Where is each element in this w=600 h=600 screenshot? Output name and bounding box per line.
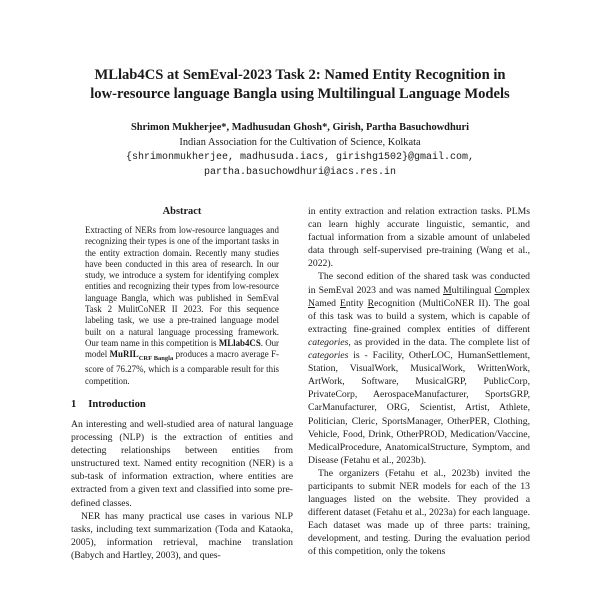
model-name-subscript: CRF Bangla [138,355,174,363]
intro-paragraph-1: An interesting and well-studied area of natural language processing (NLP) is the extraction of entities and detecting relationships between entities from unstructured text. Named entity recognition (NER) is a sub-task of information extraction, where entities are extracted from a given text and classified into some pre-defined classes. [71,418,293,509]
title-line-1: MLlab4CS at SemEval-2023 Task 2: Named Entity Recognition in [94,67,506,83]
acronym-r: R [367,297,375,309]
acronym-e-rest: ntity [345,297,368,309]
task-goal-text: (MultiCoNER II). The goal of this task was to build a system, which is capable of extracting fine-grained complex entities of different [308,297,530,335]
right-paragraph-3: The organizers (Fetahu et al., 2023b) invited the participants to submit NER models for each of the 13 languages listed on the website. They provided a different dataset (Fetahu et al., 2023a) for each language. Each dataset was made up of three parts: training, development, and testing. During the evaluation period of this competition, only the tokens [308,467,530,558]
team-name: MLlab4CS [218,337,261,348]
acronym-n-rest: amed [315,297,340,309]
acronym-m-rest: ultilingual [451,284,495,296]
section-title: Introduction [88,398,146,410]
acronym-co-rest: mplex [505,284,531,296]
acronym-n: N [308,297,315,309]
abstract-heading: Abstract [162,206,202,217]
model-name-main: MuRIL [109,349,139,360]
acronym-co: Co [494,284,506,296]
affiliation: Indian Association for the Cultivation of Science, Kolkata [179,137,421,148]
right-column [308,205,530,559]
categories-term-2: categories [308,350,349,362]
author-block [40,120,560,180]
right-paragraph-1: in entity extraction and relation extraction tasks. PLMs can learn highly accurate linguistic, semantic, and factual information from a sizable amount of unlabeled data through self-supervised pre-training (Wang et al., 2022). [308,206,530,270]
email-line-1: {shrimonmukherjee, madhusuda.iacs, girishg1502}@gmail.com, [125,152,475,163]
category-list: is - Facility, OtherLOC, HumanSettlement, Station, VisualWork, MusicalWork, WrittenWork, ArtWork, Software, MusicalGRP, PublicCorp, PrivateCorp, AerospaceManufacturer, SportsGRP, CarManufacturer, ORG, Scientist, Artist, Athlete, Politician, Cleric, SportsManager, OtherPER, Clothing, Vehicle, Food, Drink, OtherPROD, Medication/Vaccine, MedicalProcedure, AnatomicalStructure, Symptom, and Disease (Fetahu et al., 2023b). [308,350,530,466]
section-number: 1 [71,398,77,410]
abstract-part-1: Extracting of NERs from low-resource languages and recognizing their types is one of the important tasks in the entity extraction domain. Recently many studies have been conducted in this area of research. In our study, we introduce a system for identifying complex entities and recognizing their types from low-resource language Bangla, which was published in SemEval Task 2 MulitCoNER II 2023. For this sequence labeling task, we use a pre-trained language model built on a natural language processing framework. Our team name in this competition is [85,225,279,348]
abstract-part-2: . Our model [85,337,280,360]
left-column [71,205,293,562]
category-list-intro: , as provided in the data. The complete list of [348,336,530,348]
right-paragraph-2 [308,270,530,466]
abstract-part-3: produces a macro average F-score of 76.27%, which is a comparable result for this competition. [85,349,279,386]
task-intro-text: The second edition of the shared task was conducted in SemEval 2023 and was named [308,271,530,296]
model-name [109,349,174,363]
title-line-2: low-resource language Bangla using Multilingual Language Models [90,86,510,102]
acronym-r-rest: ecognition [374,297,415,309]
acronym-m: M [442,284,452,296]
intro-heading [71,398,293,412]
abstract-text [85,225,279,387]
paper-title [40,66,560,104]
author-names: Shrimon Mukherjee*, Madhusudan Ghosh*, Girish, Partha Basuchowdhuri [130,122,470,133]
email-line-2: partha.basuchowdhuri@iacs.res.in [203,167,397,178]
intro-paragraph-2: NER has many practical use cases in various NLP tasks, including text summarization (Toda and Kataoka, 2005), information retrieval, machine translation (Babych and Hartley, 2003), and ques- [71,510,293,561]
categories-term-1: categories [308,336,349,348]
acronym-e: E [339,297,346,309]
